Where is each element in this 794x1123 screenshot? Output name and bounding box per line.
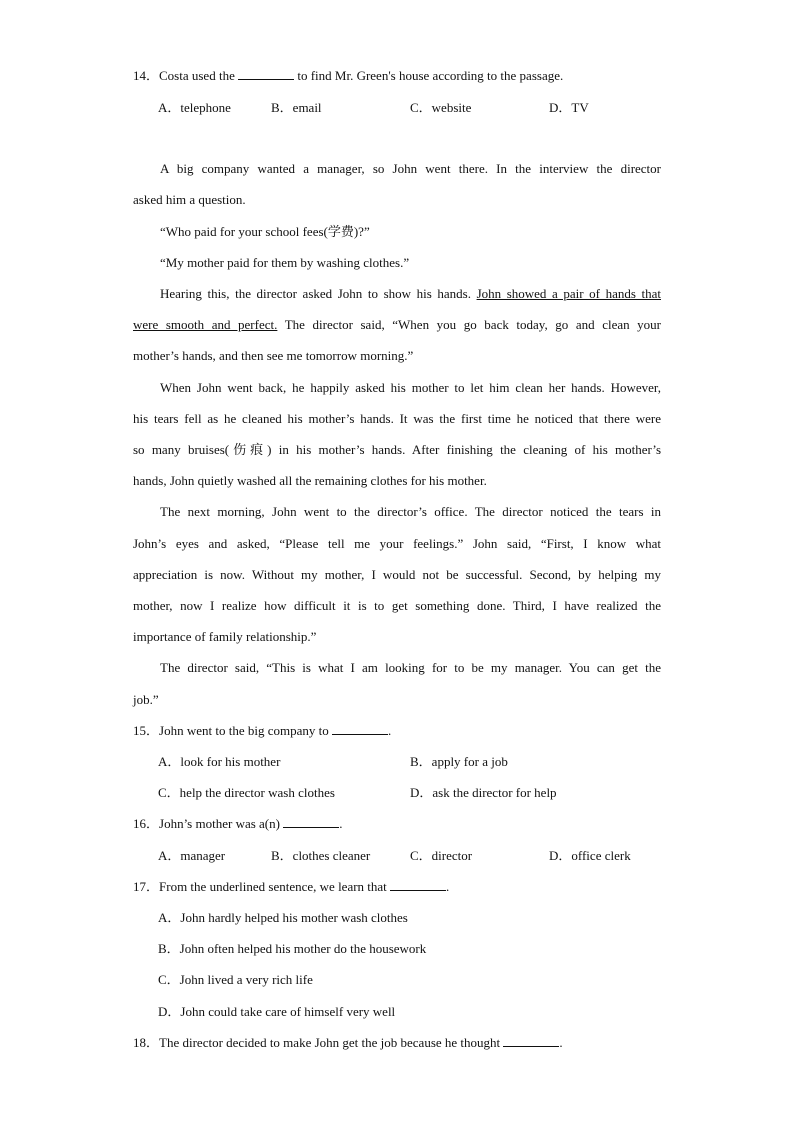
question-14: [133, 68, 661, 84]
option-b[interactable]: B．John often helped his mother do the housework: [158, 941, 427, 956]
passage-line: “Who paid for your school fees(学费)?”: [160, 224, 370, 239]
answer-blank[interactable]: [332, 723, 388, 735]
passage-line: his tears fell as he cleaned his mother’s hands. It was the first time he noticed that there were: [133, 411, 661, 426]
underlined-sentence: John showed a pair of hands that: [476, 286, 661, 301]
answer-blank[interactable]: [390, 879, 446, 891]
question-number: 15．: [133, 723, 160, 738]
question-text: .: [387, 723, 392, 738]
passage-line: mother’s hands, and then see me tomorrow morning.”: [133, 348, 414, 363]
passage-text: Hearing this, the director asked John to show his hands.: [160, 286, 471, 301]
option-c[interactable]: C．website: [410, 100, 472, 115]
question-text: John went to the big company to: [159, 723, 329, 738]
passage-line: When John went back, he happily asked his mother to let him clean her hands. However,: [160, 380, 661, 395]
option-d[interactable]: D．John could take care of himself very well: [158, 1004, 396, 1019]
option-a[interactable]: A．manager: [158, 848, 226, 863]
passage-text: The director said, “When you go back today, go and clean your: [284, 317, 662, 332]
passage-line: [160, 286, 661, 302]
option-a[interactable]: A．look for his mother: [158, 754, 281, 769]
option-d[interactable]: D．TV: [549, 100, 589, 115]
passage-line: so many bruises(伤痕) in his mother’s hands. After finishing the cleaning of his mother’s: [133, 442, 661, 457]
question-15: [133, 723, 661, 739]
question-text: From the underlined sentence, we learn that: [159, 879, 387, 894]
passage-line: asked him a question.: [133, 192, 246, 207]
question-text: .: [446, 879, 450, 894]
passage-line: The director said, “This is what I am looking for to be my manager. You can get the: [160, 660, 661, 675]
question-number: 14．: [133, 68, 160, 83]
option-d[interactable]: D．office clerk: [549, 848, 631, 863]
passage-line: job.”: [133, 692, 159, 707]
answer-blank[interactable]: [503, 1035, 559, 1047]
question-number: 17．: [133, 879, 160, 894]
option-b[interactable]: B．clothes cleaner: [271, 848, 371, 863]
passage-line: The next morning, John went to the director’s office. The director noticed the tears in: [160, 504, 661, 519]
answer-blank[interactable]: [283, 816, 339, 828]
option-a[interactable]: A．John hardly helped his mother wash clothes: [158, 910, 408, 925]
question-text: .: [339, 816, 343, 831]
question-17: [133, 879, 661, 895]
passage-line: John’s eyes and asked, “Please tell me your feelings.” John said, “First, I know what: [133, 536, 661, 551]
option-c[interactable]: C．John lived a very rich life: [158, 972, 313, 987]
question-16: [133, 816, 661, 832]
passage-line: hands, John quietly washed all the remaining clothes for his mother.: [133, 473, 487, 488]
underlined-sentence: were smooth and perfect.: [133, 317, 278, 332]
passage-line: “My mother paid for them by washing clothes.”: [160, 255, 410, 270]
question-text: Costa used the: [159, 68, 235, 83]
option-a[interactable]: A．telephone: [158, 100, 231, 115]
answer-blank[interactable]: [238, 68, 294, 80]
passage-line: mother, now I realize how difficult it is to get something done. Third, I have realized the: [133, 598, 661, 613]
option-c[interactable]: C．director: [410, 848, 473, 863]
question-number: 18．: [133, 1035, 160, 1050]
passage-line: importance of family relationship.”: [133, 629, 317, 644]
question-text: John’s mother was a(n): [159, 816, 280, 831]
passage-line: A big company wanted a manager, so John went there. In the interview the director: [160, 161, 661, 176]
option-c[interactable]: C．help the director wash clothes: [158, 785, 335, 800]
question-text: The director decided to make John get the job because he thought: [159, 1035, 501, 1050]
question-number: 16．: [133, 816, 160, 831]
question-18: [133, 1035, 661, 1051]
option-d[interactable]: D．ask the director for help: [410, 785, 557, 800]
passage-line: appreciation is now. Without my mother, I would not be successful. Second, by helping my: [133, 567, 661, 582]
passage-line: [133, 317, 661, 333]
question-text: to find Mr. Green's house according to the passage.: [297, 68, 564, 83]
option-b[interactable]: B．email: [271, 100, 322, 115]
option-b[interactable]: B．apply for a job: [410, 754, 508, 769]
question-text: .: [559, 1035, 563, 1050]
